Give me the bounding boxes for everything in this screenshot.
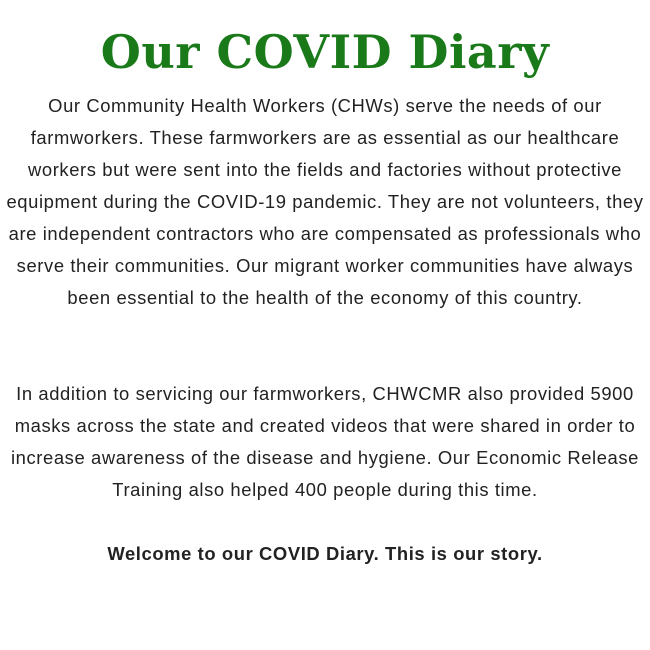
page-title: Our COVID Diary (100, 25, 550, 79)
services-paragraph: In addition to servicing our farmworkers, CHWCMR also provided 5900 masks across the state and created videos that were shared in order to increase awareness of the disease and hygiene. Our Economic Release Training also helped 400 people during this time. (10, 383, 640, 500)
intro-paragraph: Our Community Health Workers (CHWs) serve the needs of our farmworkers. These farmworkers are as essential as our healthcare workers but were sent into the fields and factories without protective equipment during the COVID-19 pandemic. They are not volunteers, they are independent contractors who are compensated as professionals who serve their communities. Our migrant worker communities have always been essential to the health of the economy of this country. (6, 95, 644, 308)
closing-statement: Welcome to our COVID Diary. This is our story. (107, 543, 543, 564)
